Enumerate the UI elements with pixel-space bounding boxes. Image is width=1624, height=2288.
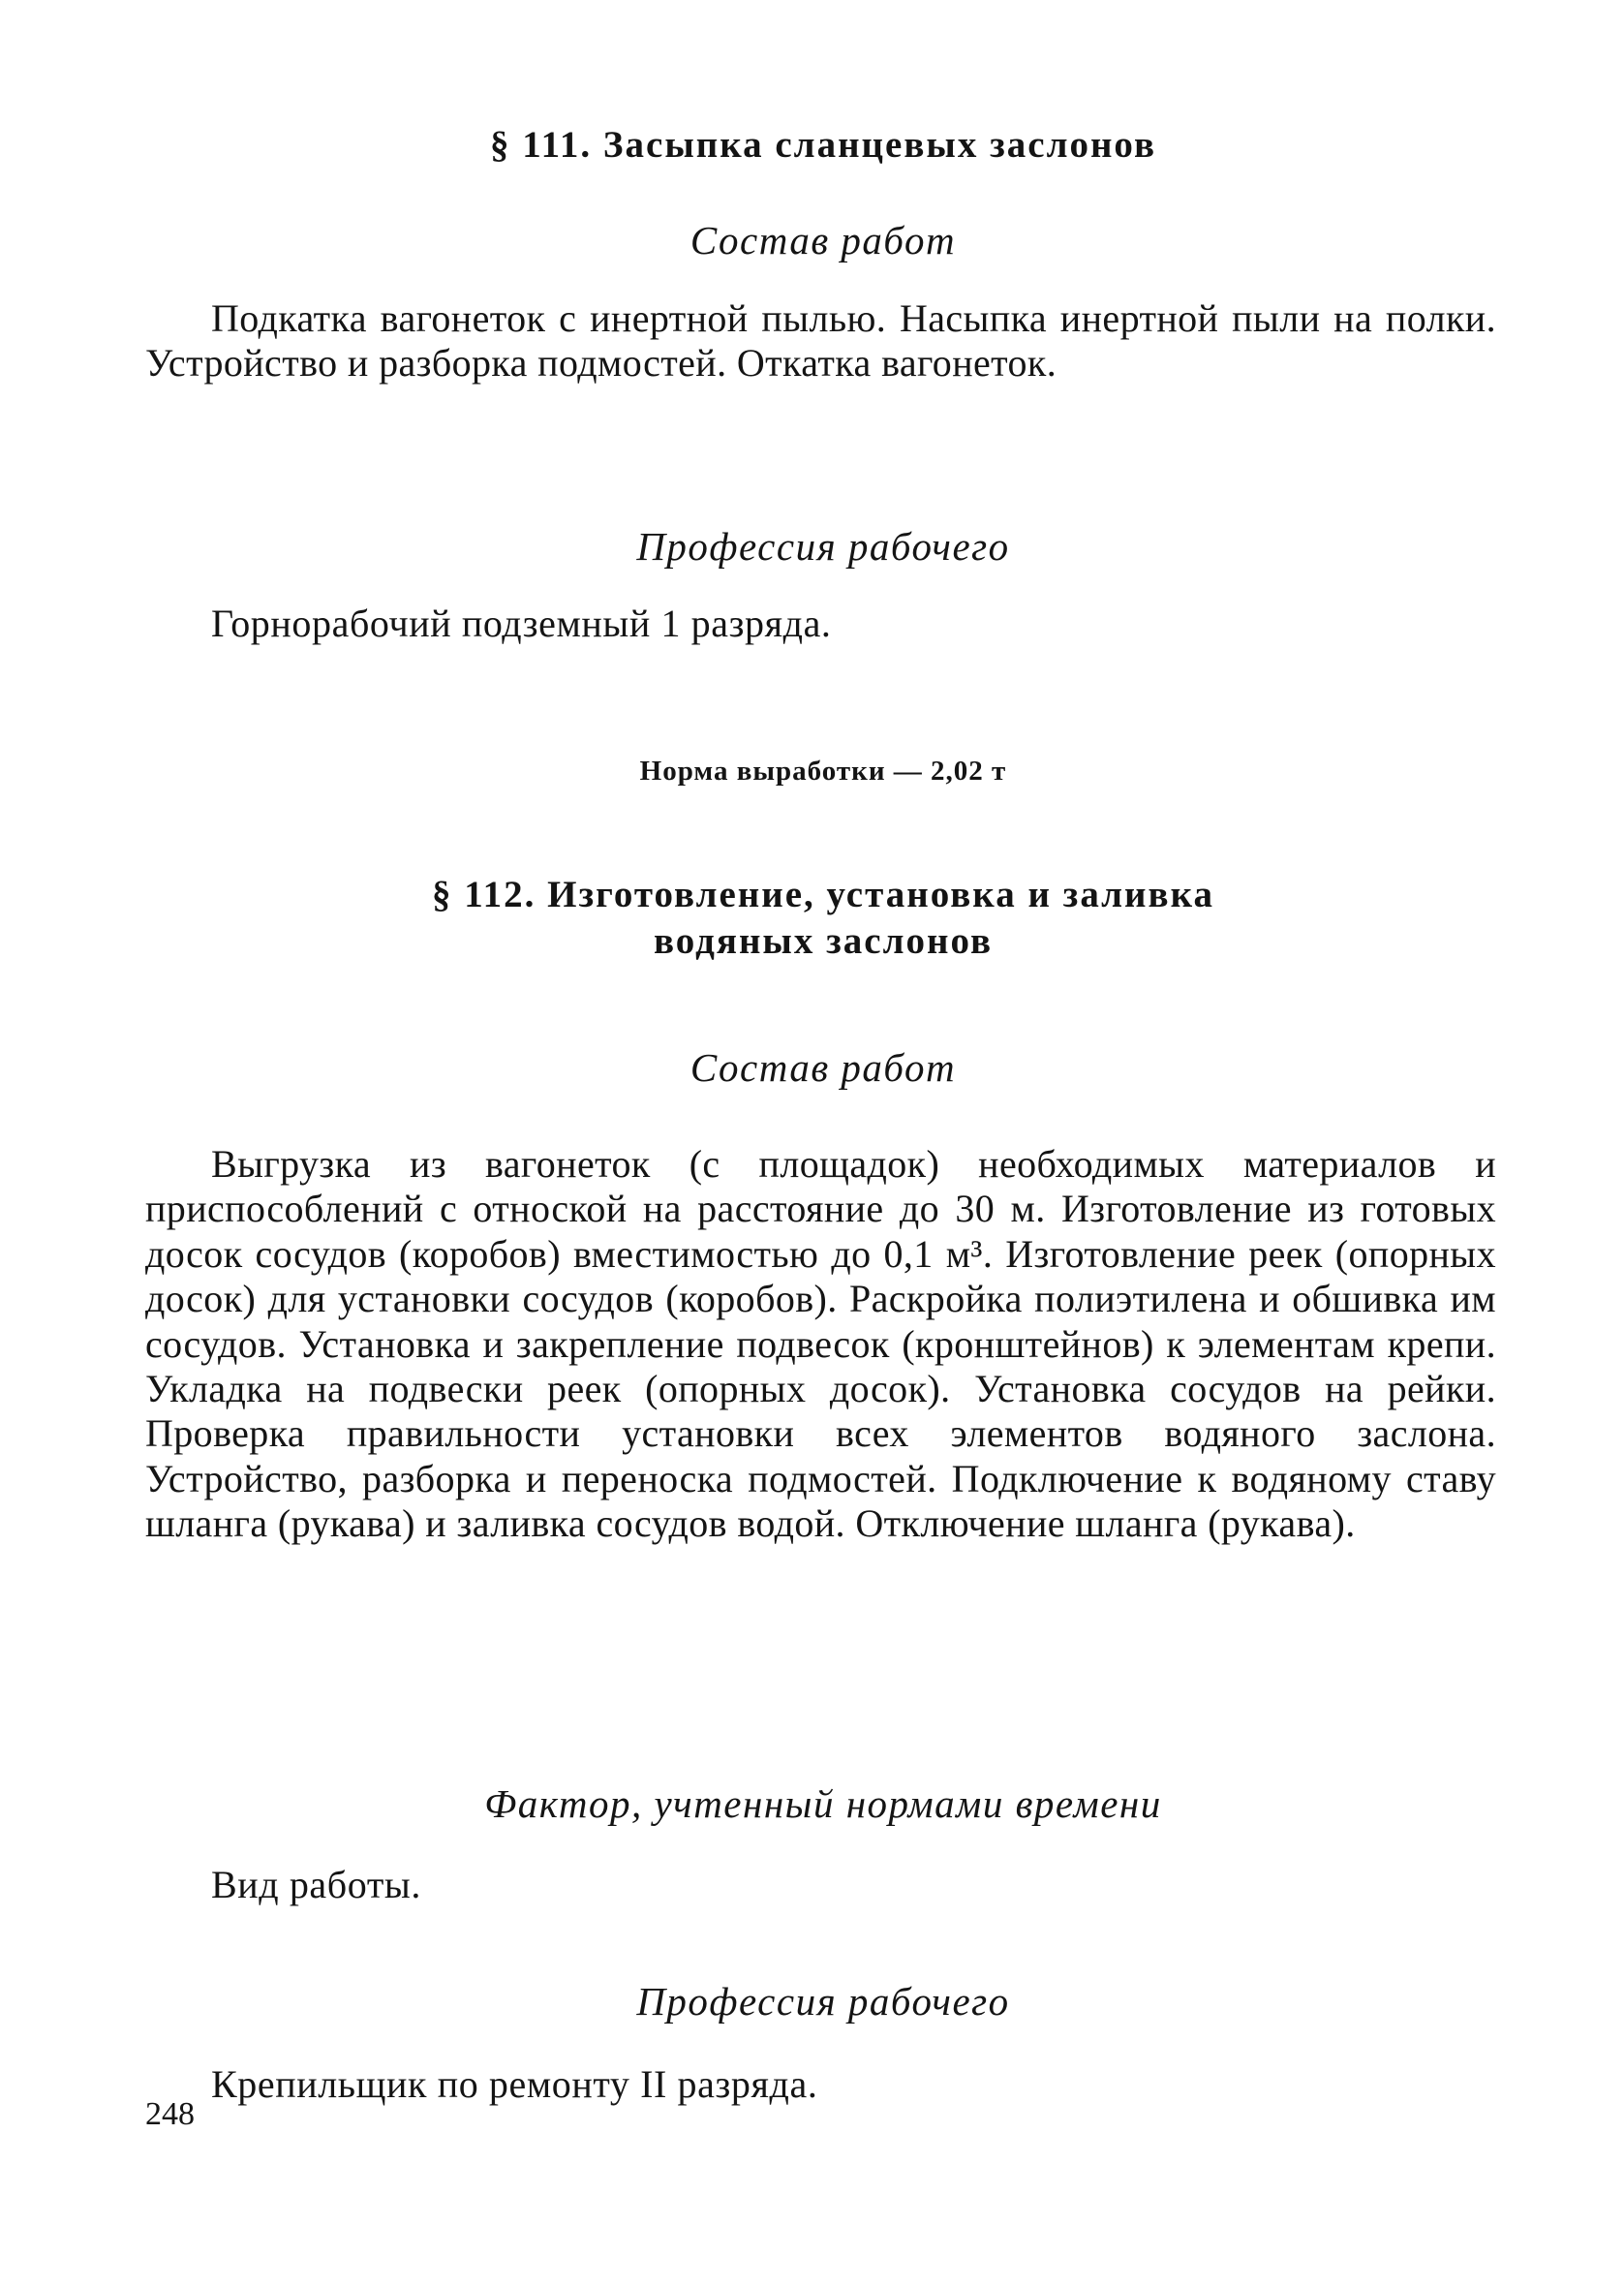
section-112-factor-text: Вид работы.	[211, 1863, 421, 1906]
section-112-title-line2: водяных заслонов	[653, 920, 994, 962]
section-112-profession-heading: Профессия рабочего	[636, 1979, 1010, 2024]
section-112-profession-text: Крепильщик по ремонту II разряда.	[211, 2062, 818, 2106]
section-112-factor-heading: Фактор, учтенный нормами времени	[484, 1781, 1162, 1826]
page-number: 248	[145, 2096, 195, 2132]
section-111-composition-heading: Состав работ	[689, 218, 957, 263]
section-111-profession-text: Горнорабочий подземный 1 разряда.	[211, 602, 832, 645]
section-111-title: § 111. Засыпка сланцевых заслонов	[489, 124, 1157, 166]
section-111-profession-heading: Профессия рабочего	[636, 524, 1010, 569]
section-111-norm: Норма выработки — 2,02 т	[639, 756, 1007, 787]
section-112-composition-text: Выгрузка из вагонеток (с площадок) необходимых материалов и приспособлений с отноской на расстояние до 30 м. Изготовление из готовых досок сосудов (коробов) вместимостью до 0,1 м³. Изготовление реек (опорных досок) для установки сосудов (коробов). Раскройка полиэтилена и обшивка им сосудов. Установка и закрепление подвесок (кронштейнов) к элементам крепи. Укладка на подвески реек (опорных досок). Установка сосудов на рейки. Проверка правильности установки всех элементов водяного заслона. Устройство, разборка и переноска подмостей. Подключение к водяному ставу шланга (рукава) и заливка сосудов водой. Отключение шланга (рукава).	[145, 1142, 1496, 1546]
section-112-title-line1: § 112. Изготовление, установка и заливка	[432, 874, 1214, 915]
section-112-composition-heading: Состав работ	[689, 1045, 957, 1090]
section-111-composition-text: Подкатка вагонеток с инертной пылью. Насыпка инертной пыли на полки. Устройство и разборка подмостей. Откатка вагонеток.	[145, 296, 1496, 385]
